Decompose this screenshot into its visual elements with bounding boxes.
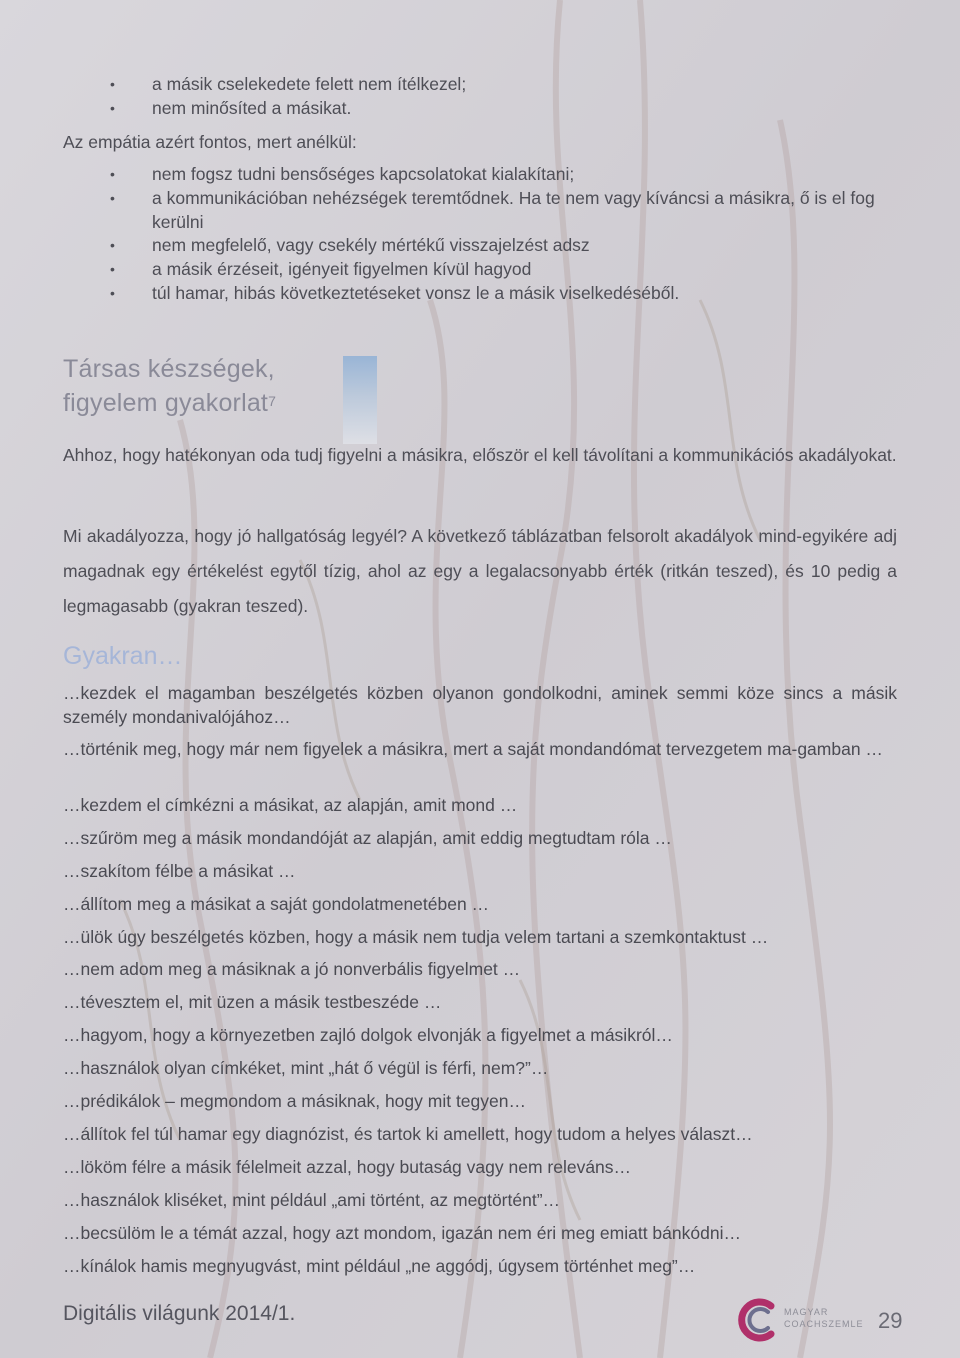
list-item: …használok olyan címkéket, mint „hát ő végül is férfi, nem?”… <box>63 1058 549 1078</box>
list-item: …prédikálok – megmondom a másiknak, hogy mit tegyen… <box>63 1091 526 1111</box>
bullet-item: • nem megfelelő, vagy csekély mértékű visszajelzést adsz <box>152 234 590 258</box>
bullet-item: • a másik cselekedete felett nem ítélkezel; <box>152 73 466 97</box>
heading-line-2: figyelem gyakorlat <box>63 389 269 417</box>
page-number: 29 <box>878 1308 903 1333</box>
list-item: …állítom meg a másikat a saját gondolatmenetében … <box>63 894 490 914</box>
heading-line-1: Társas készségek, <box>63 355 275 383</box>
bullet-item: • a másik érzéseit, igényeit figyelmen kívül hagyod <box>152 258 531 282</box>
list-item: …állítok fel túl hamar egy diagnózist, és tartok ki amellett, hogy tudom a helyes választ… <box>63 1124 753 1144</box>
bullet-item: • túl hamar, hibás következtetéseket vonsz le a másik viselkedéséből. <box>152 282 679 306</box>
intro-text: Az empátia azért fontos, mert anélkül: <box>63 132 357 152</box>
logo-wordmark <box>784 1306 864 1330</box>
list-item: …használok kliséket, mint például „ami történt, az megtörtént”… <box>63 1190 561 1210</box>
list-item: …nem adom meg a másiknak a jó nonverbális figyelmet … <box>63 959 521 979</box>
subheading: Gyakran… <box>63 642 183 670</box>
list-item: …kínálok hamis megnyugvást, mint például „ne aggódj, úgysem történhet meg”… <box>63 1256 696 1276</box>
paragraph-instructions: Mi akadályozza, hogy jó hallgatóság legyél? A következő táblázatban felsorolt akadályok mind-egyikére adj magadnak egy értékelést egytől tízig, ahol az egy a legalacsonyabb érték (ritkán teszed), és 10 pedig a legmagasabb (gyakran teszed). <box>63 526 897 616</box>
list-item: …tévesztem el, mit üzen a másik testbeszéde … <box>63 992 442 1012</box>
decorative-bar <box>343 356 377 444</box>
magazine-logo-icon <box>738 1298 778 1342</box>
list-item: …hagyom, hogy a környezetben zajló dolgok elvonják a figyelmet a másikról… <box>63 1025 673 1045</box>
list-item: …kezdem el címkézni a másikat, az alapján, amit mond … <box>63 795 518 815</box>
logo-line-1: MAGYAR <box>784 1307 829 1317</box>
publication-title: Digitális világunk 2014/1. <box>63 1302 296 1325</box>
bullet-item: • a kommunikációban nehézségek teremtődnek. Ha te nem vagy kíváncsi a másikra, ő is el fog kerülni <box>152 187 912 234</box>
section-heading <box>63 352 276 420</box>
list-item: …kezdek el magamban beszélgetés közben olyanon gondolkodni, aminek semmi köze sincs a másik személy mondanivalójához… <box>63 683 897 727</box>
logo-line-2: COACHSZEMLE <box>784 1319 864 1329</box>
footnote-marker: 7 <box>268 393 277 409</box>
list-item: …szűröm meg a másik mondandóját az alapján, amit eddig megtudtam róla … <box>63 828 672 848</box>
bullet-item: • nem minősíted a másikat. <box>152 97 351 121</box>
list-item: …szakítom félbe a másikat … <box>63 861 296 881</box>
bullet-item: • nem fogsz tudni bensőséges kapcsolatokat kialakítani; <box>152 163 574 187</box>
paragraph-intro: Ahhoz, hogy hatékonyan oda tudj figyelni a másikra, először el kell távolítani a kommunikációs akadályokat. <box>63 445 897 465</box>
list-item: …történik meg, hogy már nem figyelek a másikra, mert a saját mondandómat tervezgetem ma-gamban … <box>63 739 883 759</box>
list-item: …lököm félre a másik félelmeit azzal, hogy butaság vagy nem releváns… <box>63 1157 632 1177</box>
list-item: …becsülöm le a témát azzal, hogy azt mondom, igazán nem éri meg emiatt bánkódni… <box>63 1223 741 1243</box>
list-item: …ülök úgy beszélgetés közben, hogy a másik nem tudja velem tartani a szemkontaktust … <box>63 927 769 947</box>
